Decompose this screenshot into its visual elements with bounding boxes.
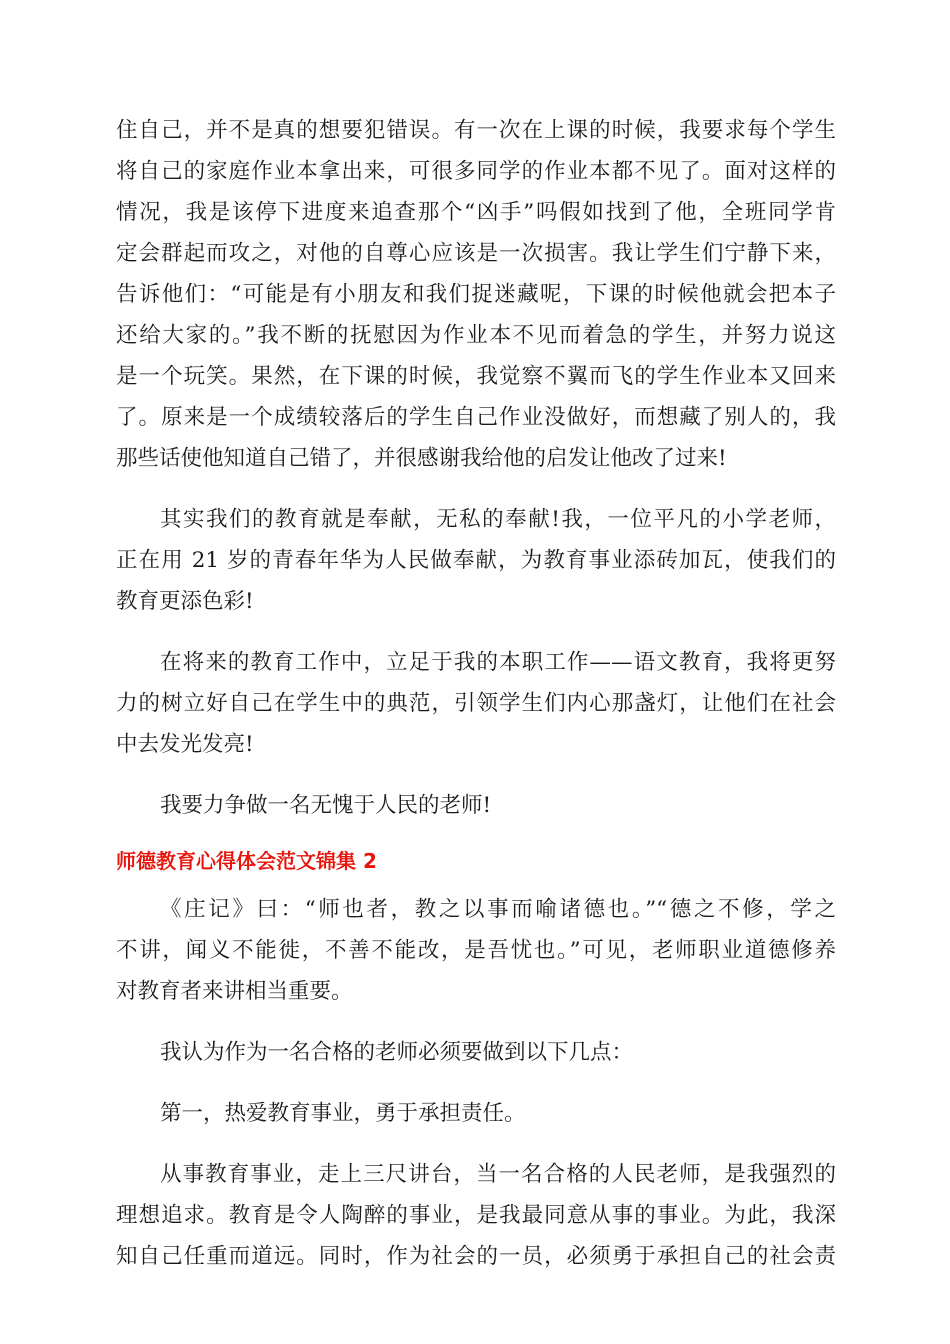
paragraph-2-line-1: 其实我们的教育就是奉献，无私的奉献!我，一位平凡的小学老师， [160, 507, 836, 532]
section2-paragraph-1-line-3: 对教育者来讲相当重要。 [116, 979, 353, 1004]
paragraph-2-line-3: 教育更添色彩! [116, 589, 254, 614]
section2-paragraph-2-line-1: 我认为作为一名合格的老师必须要做到以下几点： [160, 1040, 634, 1065]
section2-paragraph-1-line-1: 《庄记》曰：“师也者，教之以事而喻诸德也。”“德之不修，学之 [160, 897, 836, 922]
paragraph-3-line-2: 力的树立好自己在学生中的典范，引领学生们内心那盏灯，让他们在社会 [116, 691, 836, 716]
paragraph-4-line-1: 我要力争做一名无愧于人民的老师! [160, 793, 492, 818]
paragraph-3-line-1: 在将来的教育工作中，立足于我的本职工作——语文教育，我将更努 [160, 650, 836, 675]
section-heading: 师德教育心得体会范文锦集 2 [116, 849, 377, 873]
paragraph-1-line-2: 将自己的家庭作业本拿出来，可很多同学的作业本都不见了。面对这样的 [116, 159, 836, 184]
paragraph-3-line-3: 中去发光发亮! [116, 732, 254, 757]
paragraph-1-line-1: 住自己，并不是真的想要犯错误。有一次在上课的时候，我要求每个学生 [116, 118, 836, 143]
section2-paragraph-4-line-3: 知自己任重而道远。同时，作为社会的一员，必须勇于承担自己的社会责 [116, 1244, 836, 1269]
paragraph-1-line-5: 告诉他们：“可能是有小朋友和我们捉迷藏呢，下课的时候他就会把本子 [116, 282, 836, 307]
paragraph-1-line-8: 了。原来是一个成绩较落后的学生自己作业没做好，而想藏了别人的，我 [116, 405, 836, 430]
section2-paragraph-3-line-1: 第一，热爱教育事业，勇于承担责任。 [160, 1101, 526, 1126]
paragraph-2-line-2: 正在用 21 岁的青春年华为人民做奉献，为教育事业添砖加瓦，使我们的 [116, 548, 836, 573]
section2-paragraph-4-line-2: 理想追求。教育是令人陶醉的事业，是我最同意从事的事业。为此，我深 [116, 1203, 836, 1228]
paragraph-1-line-4: 定会群起而攻之，对他的自尊心应该是一次损害。我让学生们宁静下来， [116, 241, 836, 266]
paragraph-1-line-3: 情况，我是该停下进度来追查那个“凶手”吗假如找到了他，全班同学肯 [116, 200, 836, 225]
section2-paragraph-1-line-2: 不讲，闻义不能徙，不善不能改，是吾忧也。”可见，老师职业道德修养 [116, 938, 836, 963]
paragraph-1-line-7: 是一个玩笑。果然，在下课的时候，我觉察不翼而飞的学生作业本又回来 [116, 364, 836, 389]
paragraph-1-line-9: 那些话使他知道自己错了，并很感谢我给他的启发让他改了过来! [116, 446, 727, 471]
section2-paragraph-4-line-1: 从事教育事业，走上三尺讲台，当一名合格的人民老师，是我强烈的 [160, 1162, 836, 1187]
paragraph-1-line-6: 还给大家的。”我不断的抚慰因为作业本不见而着急的学生，并努力说这 [116, 323, 836, 348]
